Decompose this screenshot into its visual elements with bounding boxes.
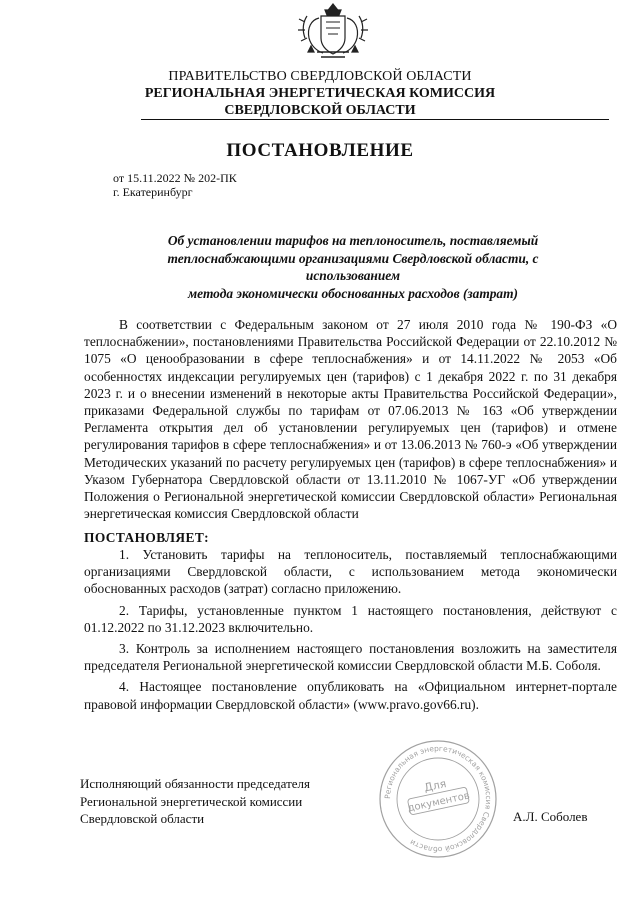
signatory-name: А.Л. Соболев [513,809,588,824]
stamp-center-line1: Для [422,777,448,795]
subject-line: теплоснабжающими организациями Свердловской области, с использованием [167,250,539,283]
stamp-center-line2: документов [406,790,471,815]
document-date-number: от 15.11.2022 № 202-ПК [113,171,237,185]
official-stamp [376,737,500,861]
header-divider [141,119,609,120]
preamble-paragraph: В соответствии с Федеральным законом от 27 июля 2010 года № 190-ФЗ «О теплоснабжении», постановлениями Правительства Российской Федерации от 22.10.2012 № 1075 «О ценообразовании в сфере теплоснабжения» и от 14.11.2022 № 2053 «Об особенностях индексации регулируемых цен (тарифов) с 1 декабря 2022 г. по 31 декабря 2023 г. и о внесении изменений в некоторые акты Правительства Российской Федерации», приказами Федеральной службы по тарифам от 07.06.2013 № 163 «Об утверждении Регламента открытия дел об установлении регулируемых цен (тарифов) и отмене регулирования тарифов в сфере теплоснабжения» и от 13.06.2013 № 760-э «Об утверждении Методических указаний по расчету регулируемых цен (тарифов) в сфере теплоснабжения» и Указом Губернатора Свердловской области от 13.11.2010 № 1067-УГ «Об утверждении Положения о Региональной энергетической комиссии Свердловской области» Региональная энергетическая комиссия Свердловской области [84,317,617,522]
commission-name-line2: СВЕРДЛОВСКОЙ ОБЛАСТИ [224,103,416,118]
signatory-position-line: Исполняющий обязанности председателя [80,776,310,791]
document-subject [138,232,568,302]
signatory-position-line: Свердловской области [80,811,205,826]
document-type-title: ПОСТАНОВЛЕНИЕ [226,140,414,161]
coat-of-arms-icon [295,2,371,62]
resolution-item: 4. Настоящее постановление опубликовать на «Официальном интернет-портале правовой информации Свердловской области» (www.pravo.gov66.ru). [84,679,617,712]
resolution-items [84,546,617,717]
resolution-item: 3. Контроль за исполнением настоящего постановления возложить на заместителя председателя Региональной энергетической комиссии Свердловской области М.Б. Соболя. [84,641,617,674]
resolution-item: 2. Тарифы, установленные пунктом 1 настоящего постановления, действуют с 01.12.2022 по 31.12.2023 включительно. [84,602,617,635]
stamp-ring-text: Региональная энергетическая комиссия Свердловской области [382,743,494,855]
government-name: ПРАВИТЕЛЬСТВО СВЕРДЛОВСКОЙ ОБЛАСТИ [168,69,472,84]
document-city: г. Екатеринбург [113,185,193,199]
resolution-item: 1. Установить тарифы на теплоноситель, поставляемый теплоснабжающими организациями Свердловской области, с использованием метода экономически обоснованных расходов (затрат) согласно приложению. [84,547,617,597]
subject-line: Об установлении тарифов на теплоноситель, поставляемый [167,233,539,248]
resolves-heading: ПОСТАНОВЛЯЕТ: [84,530,210,545]
signatory-position-line: Региональной энергетической комиссии [80,793,303,809]
subject-line: метода экономически обоснованных расходов (затрат) [188,285,518,301]
commission-name-line1: РЕГИОНАЛЬНАЯ ЭНЕРГЕТИЧЕСКАЯ КОМИССИЯ [144,86,496,101]
signatory-position [80,775,310,828]
